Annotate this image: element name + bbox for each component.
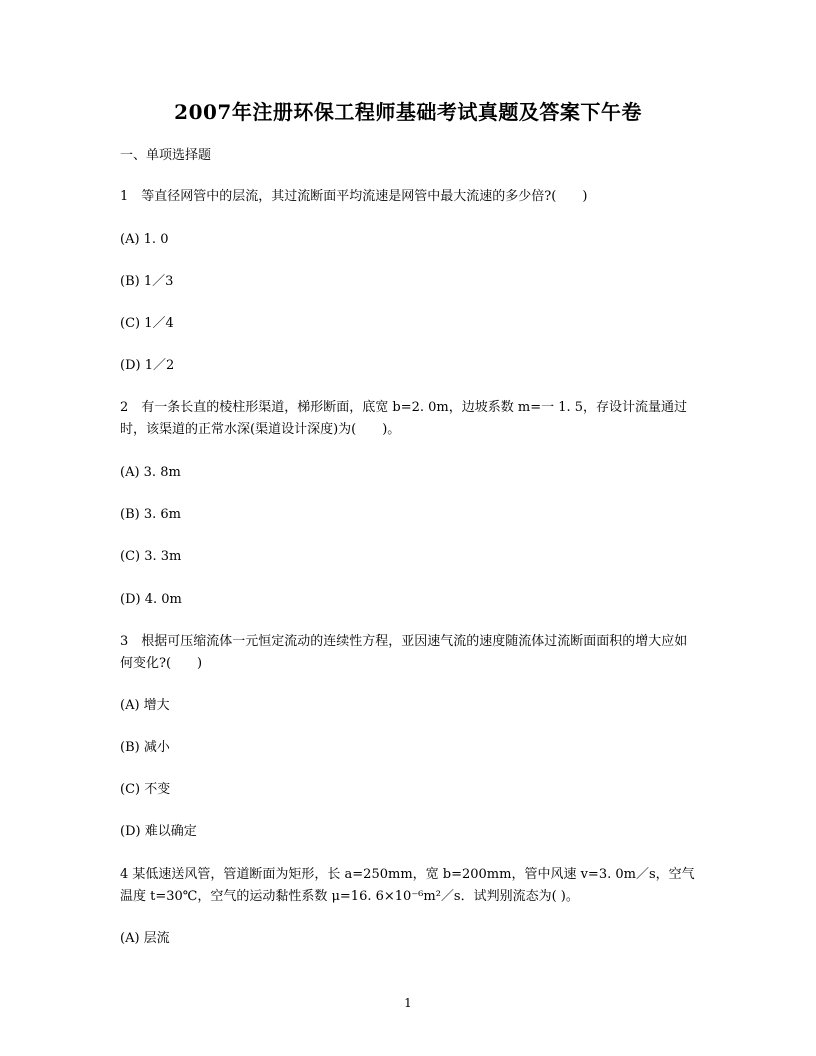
question-1-option-d: (D) 1／2	[120, 358, 175, 373]
page-number: 1	[404, 996, 412, 1010]
question-3-option-b: (B) 减小	[120, 740, 170, 755]
question-1-text: 1 等直径网管中的层流，其过流断面平均流速是网管中最大流速的多少倍?( )	[120, 189, 588, 204]
question-3-text: 3 根据可压缩流体一元恒定流动的连续性方程，亚因速气流的速度随流体过流断面面积的增大应如何变化?( )	[120, 634, 688, 671]
question-1-option-b: (B) 1／3	[120, 274, 174, 289]
document-title: 2007年注册环保工程师基础考试真题及答案下午卷	[174, 100, 642, 124]
question-1-option-c: (C) 1／4	[120, 316, 174, 331]
section-heading: 一、单项选择题	[120, 148, 212, 163]
question-2-option-b: (B) 3. 6m	[120, 507, 181, 522]
question-4-text: 4 某低速送风管，管道断面为矩形，长 a=250mm，宽 b=200mm，管中风速 v=3. 0m／s，空气温度 t=30℃，空气的运动黏性系数 μ=16. 6×10⁻⁶m²／s．试判别流态为( )。	[120, 867, 695, 904]
question-2-option-d: (D) 4. 0m	[120, 592, 182, 607]
question-4-option-a: (A) 层流	[120, 931, 170, 946]
question-1-option-a: (A) 1. 0	[120, 232, 169, 247]
question-2-option-c: (C) 3. 3m	[120, 549, 182, 564]
question-3-option-a: (A) 增大	[120, 698, 170, 713]
question-2-text: 2 有一条长直的棱柱形渠道，梯形断面，底宽 b=2. 0m，边坡系数 m=一 1. 5，存设计流量通过时，该渠道的正常水深(渠道设计深度)为( )。	[120, 400, 688, 437]
question-3-option-c: (C) 不变	[120, 782, 171, 797]
question-3-option-d: (D) 难以确定	[120, 824, 197, 839]
question-2-option-a: (A) 3. 8m	[120, 465, 181, 480]
